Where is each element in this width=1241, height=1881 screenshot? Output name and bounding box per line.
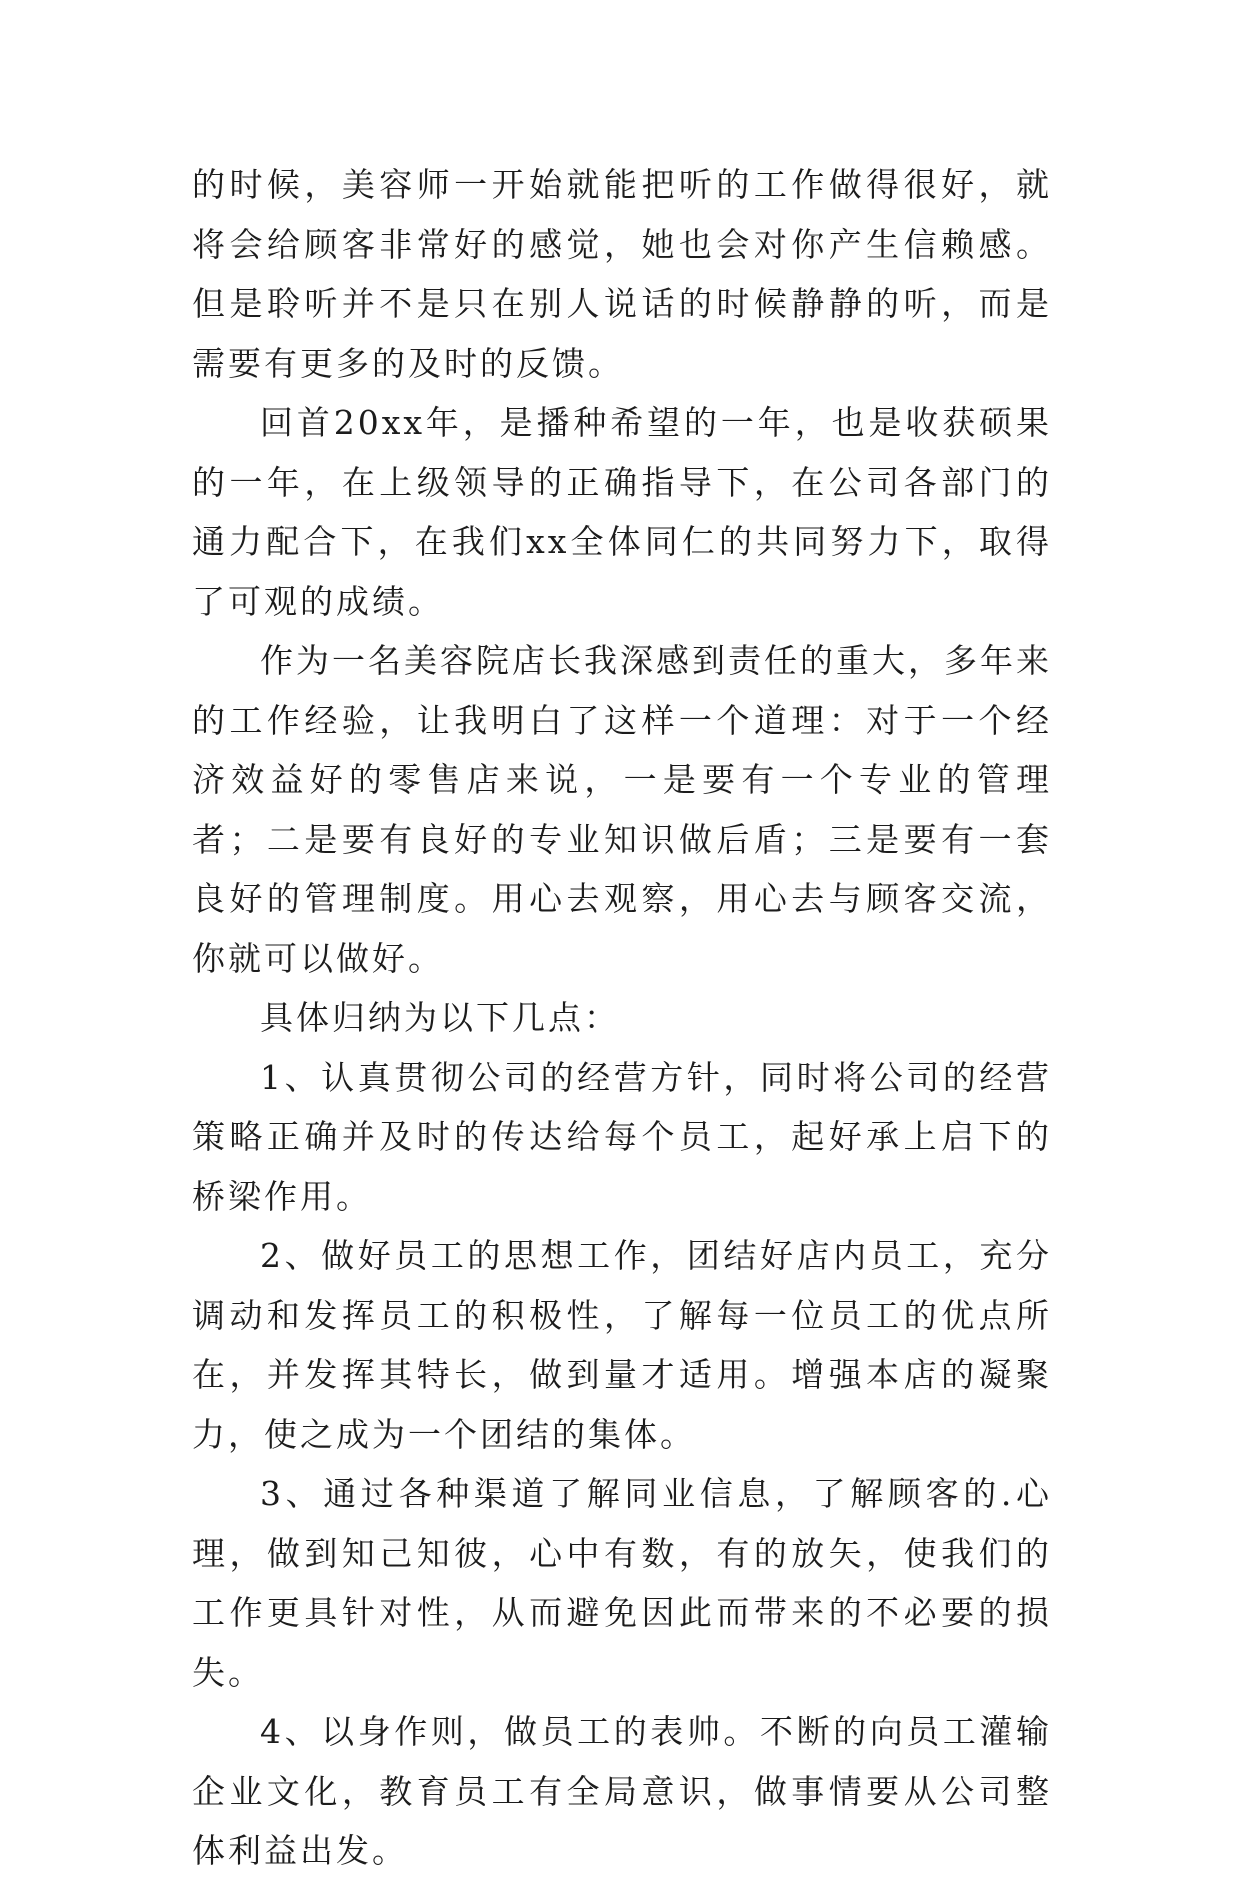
paragraph-4: 具体归纳为以下几点： (260, 998, 620, 1037)
paragraph-1: 的时候，美容师一开始就能把听的工作做得很好，就将会给顾客非常好的感觉，她也会对你产生信赖感。但是聆听并不是只在别人说话的时候静静的听，而是需要有更多的及时的反馈。 (192, 165, 1052, 383)
paragraph-3: 作为一名美容院店长我深感到责任的重大，多年来的工作经验，让我明白了这样一个道理：对于一个经济效益好的零售店来说，一是要有一个专业的管理者；二是要有良好的专业知识做后盾；三是要有一套良好的管理制度。用心去观察，用心去与顾客交流，你就可以做好。 (192, 641, 1052, 978)
list-item-4: 4、以身作则，做员工的表帅。不断的向员工灌输企业文化，教育员工有全局意识，做事情要从公司整体利益出发。 (192, 1712, 1052, 1870)
list-item-2: 2、做好员工的思想工作，团结好店内员工，充分调动和发挥员工的积极性，了解每一位员工的优点所在，并发挥其特长，做到量才适用。增强本店的凝聚力，使之成为一个团结的集体。 (192, 1236, 1052, 1454)
document-body (192, 155, 1052, 1881)
paragraph-2: 回首20xx年，是播种希望的一年，也是收获硕果的一年，在上级领导的正确指导下，在公司各部门的通力配合下，在我们xx全体同仁的共同努力下，取得了可观的成绩。 (192, 403, 1052, 621)
list-item-3: 3、通过各种渠道了解同业信息，了解顾客的.心理，做到知己知彼，心中有数，有的放矢，使我们的工作更具针对性，从而避免因此而带来的不必要的损失。 (192, 1474, 1052, 1692)
list-item-1: 1、认真贯彻公司的经营方针，同时将公司的经营策略正确并及时的传达给每个员工，起好承上启下的桥梁作用。 (192, 1057, 1052, 1216)
